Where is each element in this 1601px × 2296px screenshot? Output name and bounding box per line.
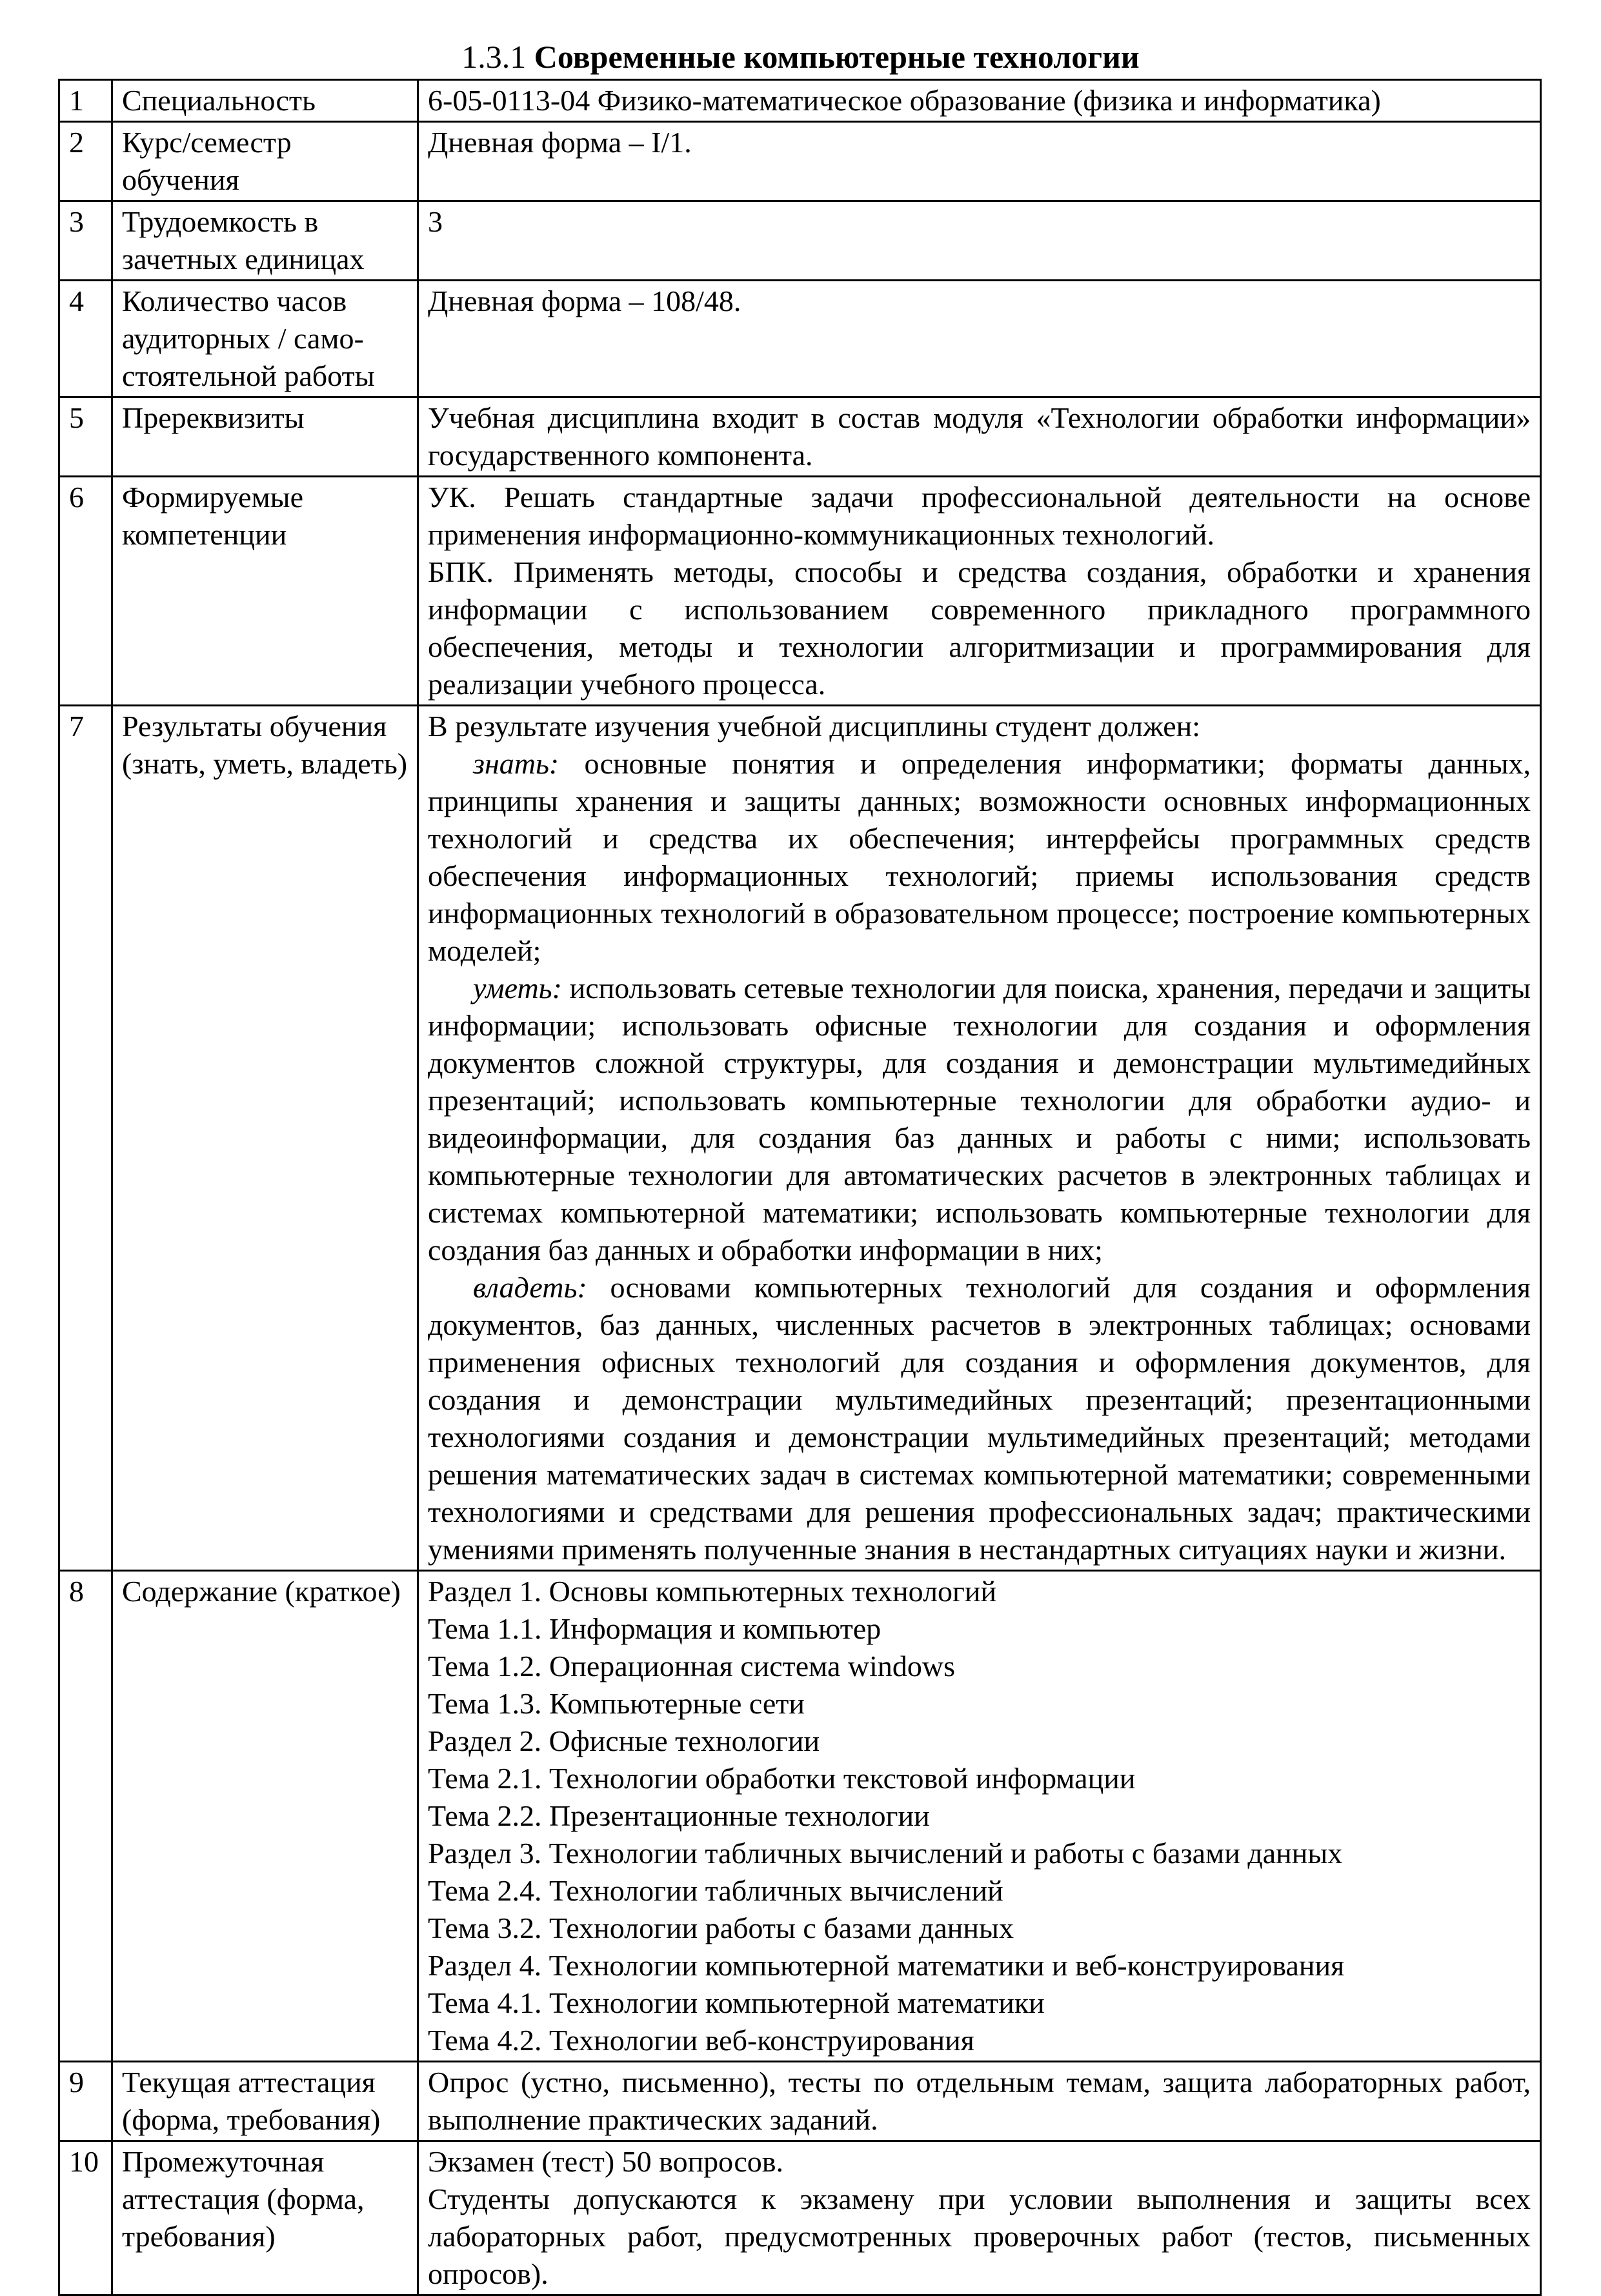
row-value: 6-05-0113-04 Физико-математическое образование (физика и информатика) (418, 80, 1541, 122)
table-row (59, 2141, 1541, 2295)
admission-text: Студенты допускаются к экзамену при условии выполнения и защиты всех лабораторных работ, предусмотренных проверочных работ (тестов, письменных опросов). (428, 2182, 1531, 2290)
row-value: Опрос (устно, письменно), тесты по отдельным темам, защита лабораторных работ, выполнение практических заданий. (418, 2062, 1541, 2141)
outcomes-intro: В результате изучения учебной дисциплины студент должен: (428, 710, 1201, 743)
content-line: Тема 2.4. Технологии табличных вычислений (428, 1874, 1003, 1907)
row-label: Содержание (краткое) (112, 1571, 418, 2062)
content-line: Раздел 2. Офисные технологии (428, 1724, 820, 1757)
content-line: Раздел 1. Основы компьютерных технологий (428, 1575, 997, 1608)
row-number: 5 (59, 397, 112, 477)
row-label: Специальность (112, 80, 418, 122)
row-number: 6 (59, 477, 112, 706)
learning-outcomes-cell (418, 706, 1541, 1571)
row-value: Дневная форма – I/1. (418, 122, 1541, 201)
row-label: Промежуточная аттестация (форма, требования) (112, 2141, 418, 2295)
discipline-table (58, 79, 1542, 2296)
content-cell (418, 1571, 1541, 2062)
row-label: Количество часов аудиторных / само-стоятельной работы (112, 281, 418, 397)
content-line: Раздел 3. Технологии табличных вычислений и работы с базами данных (428, 1837, 1343, 1870)
row-label: Курс/семестр обучения (112, 122, 418, 201)
table-row (59, 201, 1541, 281)
content-line: Тема 2.2. Презентационные технологии (428, 1799, 930, 1832)
competence-uk: УК. Решать стандартные задачи профессиональной деятельности на основе применения информационно-коммуникационных технологий. (428, 481, 1531, 551)
outcome-can (428, 970, 1531, 1269)
row-number: 7 (59, 706, 112, 1571)
table-row (59, 1571, 1541, 2062)
content-line: Тема 3.2. Технологии работы с базами данных (428, 1912, 1014, 1944)
row-label: Формируемые компетенции (112, 477, 418, 706)
row-label: Результаты обучения (знать, уметь, владеть) (112, 706, 418, 1571)
section-number: 1.3.1 (461, 39, 527, 75)
outcome-own-text: основами компьютерных технологий для создания и оформления документов, баз данных, численных расчетов в электронных таблицах; основами применения офисных технологий для создания и оформления документов, для создания и демонстрации мультимедийных презентаций; презентационными технологиями создания и демонстрации мультимедийных презентаций; методами решения математических задач в системах компьютерной математики; современными технологиями и средствами для решения профессиональных задач; практическими умениями применять полученные знания в нестандартных ситуациях науки и жизни. (428, 1271, 1531, 1566)
table-row (59, 706, 1541, 1571)
competence-bpk: БПК. Применять методы, способы и средства создания, обработки и хранения информации с использованием современного прикладного программного обеспечения, методы и технологии алгоритмизации и программирования для реализации учебного процесса. (428, 555, 1531, 701)
outcome-own-lead: владеть: (473, 1271, 587, 1304)
outcome-own (428, 1269, 1531, 1568)
content-line: Тема 2.1. Технологии обработки текстовой информации (428, 1762, 1136, 1795)
row-number: 10 (59, 2141, 112, 2295)
outcome-know-lead: знать: (473, 747, 559, 780)
row-value: Учебная дисциплина входит в состав модуля «Технологии обработки информации» государственного компонента. (418, 397, 1541, 477)
row-label: Текущая аттестация (форма, требования) (112, 2062, 418, 2141)
page-title (0, 37, 1601, 76)
row-value: Дневная форма – 108/48. (418, 281, 1541, 397)
row-number: 9 (59, 2062, 112, 2141)
attestation-cell (418, 2141, 1541, 2295)
row-number: 2 (59, 122, 112, 201)
row-label: Пререквизиты (112, 397, 418, 477)
table-row (59, 80, 1541, 122)
content-line: Тема 1.1. Информация и компьютер (428, 1612, 881, 1645)
content-line: Тема 4.1. Технологии компьютерной математики (428, 1986, 1045, 2019)
table-row (59, 281, 1541, 397)
outcome-can-text: использовать сетевые технологии для поиска, хранения, передачи и защиты информации; использовать офисные технологии для создания и оформления документов сложной структуры, для создания и демонстрации мультимедийных презентаций; использовать компьютерные технологии для обработки аудио- и видеоинформации, для создания баз данных и работы с ними; использовать компьютерные технологии для автоматических расчетов в электронных таблицах и системах компьютерной математики; использовать компьютерные технологии для создания баз данных и обработки информации в них; (428, 972, 1531, 1266)
table-row (59, 122, 1541, 201)
section-title: Современные компьютерные технологии (534, 39, 1140, 75)
content-line: Тема 1.2. Операционная система windows (428, 1650, 955, 1682)
row-number: 3 (59, 201, 112, 281)
table-row (59, 477, 1541, 706)
competences-cell (418, 477, 1541, 706)
outcome-know (428, 745, 1531, 970)
table-row (59, 2062, 1541, 2141)
row-number: 4 (59, 281, 112, 397)
row-value: 3 (418, 201, 1541, 281)
outcome-know-text: основные понятия и определения информатики; форматы данных, принципы хранения и защиты данных; возможности основных информационных технологий и средства их обеспечения; интерфейсы программных средств обеспечения информационных технологий; приемы использования средств информационных технологий в образовательном процессе; построение компьютерных моделей; (428, 747, 1531, 967)
row-number: 1 (59, 80, 112, 122)
outcome-can-lead: уметь: (473, 972, 562, 1004)
table-row (59, 397, 1541, 477)
content-line: Раздел 4. Технологии компьютерной математики и веб-конструирования (428, 1949, 1345, 1982)
row-label: Трудоемкость в зачетных единицах (112, 201, 418, 281)
row-number: 8 (59, 1571, 112, 2062)
exam-text: Экзамен (тест) 50 вопросов. (428, 2145, 783, 2178)
content-line: Тема 1.3. Компьютерные сети (428, 1687, 805, 1720)
content-line: Тема 4.2. Технологии веб-конструирования (428, 2024, 974, 2057)
